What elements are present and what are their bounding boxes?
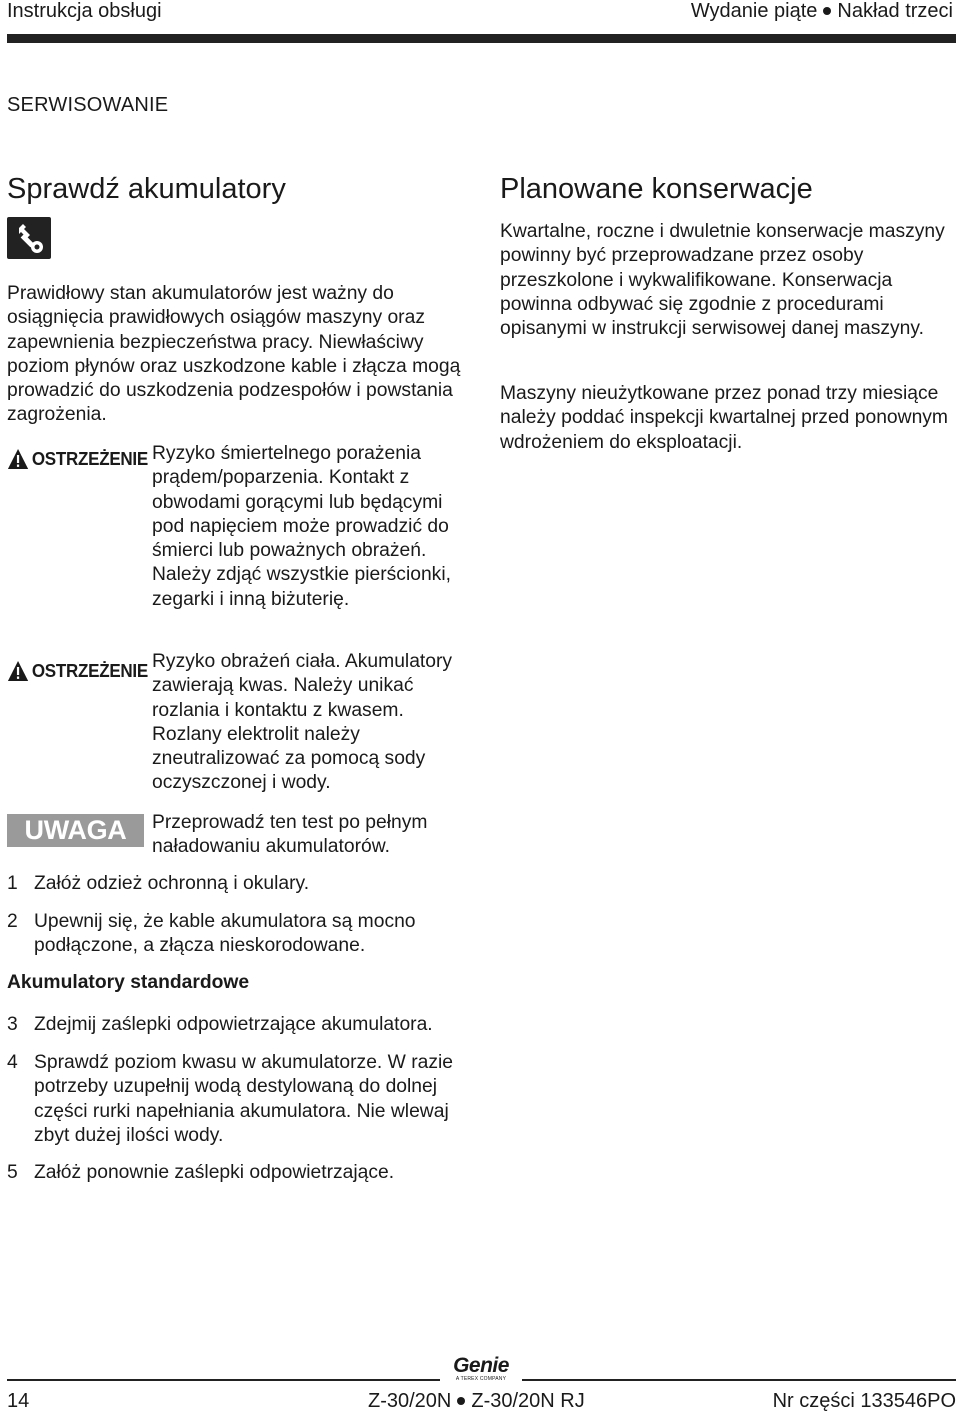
page-number: 14 bbox=[7, 1390, 30, 1412]
section-heading: Planowane konserwacje bbox=[500, 173, 813, 205]
bullet-icon bbox=[457, 1397, 465, 1405]
header-rule bbox=[7, 34, 956, 43]
step-number: 3 bbox=[7, 1014, 18, 1035]
maintenance-paragraph: Kwartalne, roczne i dwuletnie konserwacje maszyny powinny być przeprowadzane przez osoby przeszkolone i wykwalifikowane. Konserwacja powinna odbywać się zgodnie z procedurami opisanymi w instrukcji serwisowej danej maszyny. bbox=[500, 221, 945, 340]
warning-label-text: OSTRZEŻENIE bbox=[31, 448, 148, 469]
warning-label bbox=[7, 448, 148, 470]
wrench-icon bbox=[7, 217, 51, 259]
list-item bbox=[7, 1013, 467, 1037]
page-title: Sprawdź akumulatory bbox=[7, 173, 286, 205]
step-text: Upewnij się, że kable akumulatora są mocno podłączone, a złącza nieskorodowane. bbox=[34, 911, 416, 957]
step-text: Załóż odzież ochronną i okulary. bbox=[34, 873, 310, 894]
header-edition bbox=[691, 0, 953, 23]
model-name: Z-30/20N bbox=[368, 1390, 452, 1412]
step-number: 4 bbox=[7, 1052, 18, 1073]
step-text: Załóż ponownie zaślepki odpowietrzające. bbox=[34, 1162, 395, 1183]
genie-logo bbox=[445, 1356, 517, 1382]
step-number: 2 bbox=[7, 911, 18, 932]
header-printing-label: Nakład trzeci bbox=[837, 0, 953, 22]
logo-wordmark: Genie bbox=[453, 1354, 509, 1377]
step-number: 1 bbox=[7, 873, 18, 894]
warning-text: Ryzyko śmiertelnego porażenia prądem/poparzenia. Kontakt z obwodami gorącymi lub będącymi pod napięciem może prowadzić do śmierci lub poważnych obrażeń. Należy zdjąć wszystkie pierścionki, zegarki i inną biżuterię. bbox=[152, 443, 451, 610]
logo-tagline: A TEREX COMPANY bbox=[455, 1376, 507, 1382]
notice-text: Przeprowadź ten test po pełnym naładowaniu akumulatorów. bbox=[152, 812, 428, 858]
footer-models bbox=[368, 1390, 585, 1413]
step-number: 5 bbox=[7, 1162, 18, 1183]
list-item bbox=[7, 1051, 467, 1148]
warning-label-text: OSTRZEŻENIE bbox=[31, 660, 148, 681]
warning-triangle-icon bbox=[7, 448, 29, 470]
list-item bbox=[7, 1161, 467, 1185]
intro-paragraph: Prawidłowy stan akumulatorów jest ważny do osiągnięcia prawidłowych osiągów maszyny oraz zapewnienia bezpieczeństwa pracy. Niewłaściwy poziom płynów oraz uszkodzone kable i złącza mogą prowadzić do uszkodzenia podzespołów i powstania zagrożenia. bbox=[7, 283, 461, 426]
part-number: Nr części 133546PO bbox=[772, 1390, 956, 1412]
bullet-icon bbox=[823, 7, 831, 15]
maintenance-paragraph: Maszyny nieużytkowane przez ponad trzy miesiące należy poddać inspekcji kwartalnej przed ponownym wdrożeniem do eksploatacji. bbox=[500, 383, 948, 453]
header-edition-label: Wydanie piąte bbox=[690, 0, 818, 22]
footer-rule-right bbox=[522, 1379, 956, 1381]
step-text: Sprawdź poziom kwasu w akumulatorze. W razie potrzeby uzupełnij wodą destylowaną do dolnej części rurki napełniania akumulatora. Nie wlewaj zbyt dużej ilości wody. bbox=[34, 1052, 453, 1146]
notice-label: UWAGA bbox=[7, 814, 144, 847]
footer-rule-left bbox=[7, 1379, 440, 1381]
warning-triangle-icon bbox=[7, 660, 29, 682]
warning-label bbox=[7, 660, 148, 682]
header-manual-title: Instrukcja obsługi bbox=[7, 0, 162, 22]
subheading: Akumulatory standardowe bbox=[7, 972, 250, 993]
step-text: Zdejmij zaślepki odpowietrzające akumulatora. bbox=[34, 1014, 433, 1035]
list-item bbox=[7, 872, 467, 896]
model-name: Z-30/20N RJ bbox=[471, 1390, 585, 1412]
section-label: SERWISOWANIE bbox=[7, 94, 169, 116]
list-item bbox=[7, 910, 467, 959]
warning-text: Ryzyko obrażeń ciała. Akumulatory zawierają kwas. Należy unikać rozlania i kontaktu z kwasem. Rozlany elektrolit należy zneutralizować za pomocą sody oczyszczonej i wody. bbox=[152, 651, 453, 794]
